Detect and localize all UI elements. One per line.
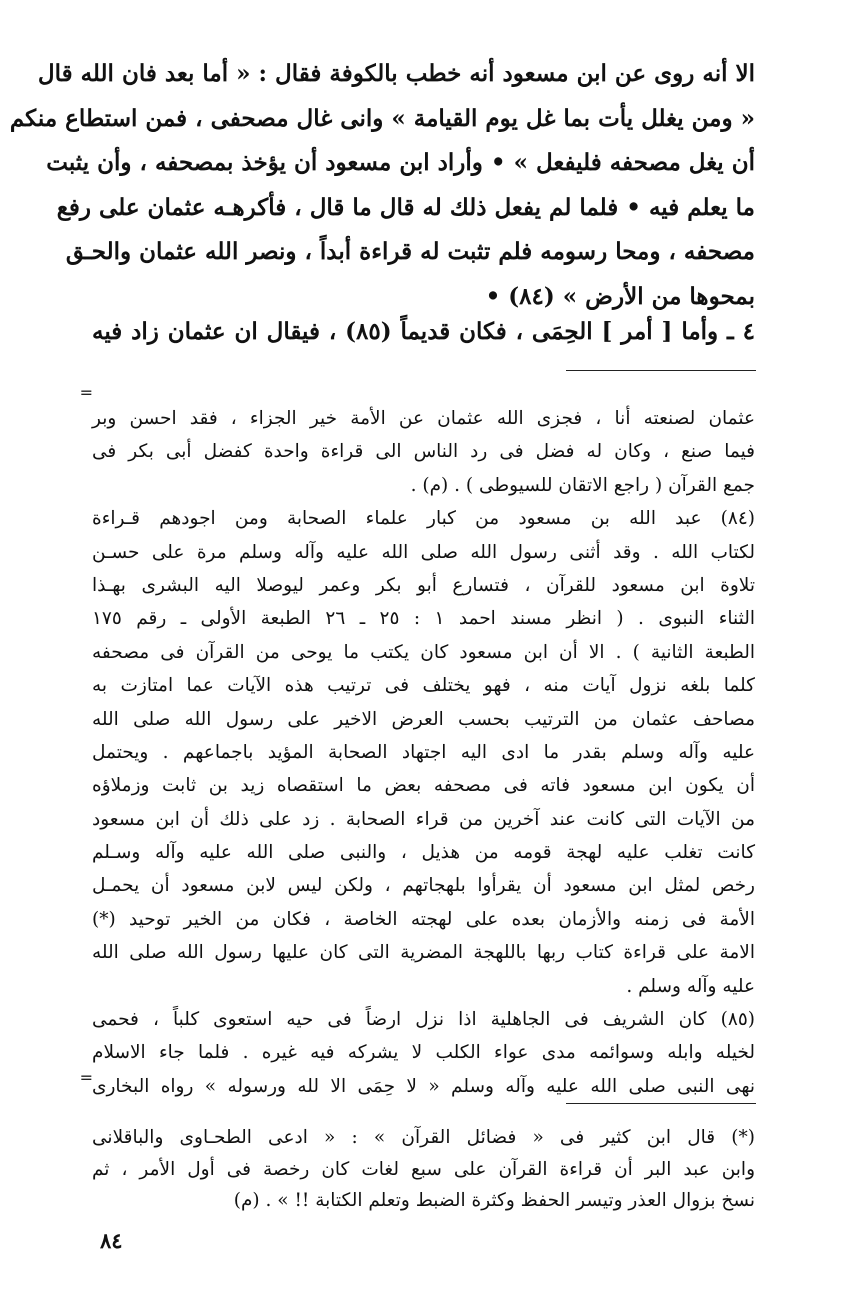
footnote-line: الثناء النبوى . ( انظر مسند احمد ١ : ٢٥ ـ ٢٦ الطبعة الأولى ـ رقم ١٧٥ bbox=[92, 608, 755, 630]
footnote-line: نهى النبى صلى الله عليه وآله وسلم « لا حِمَى الا لله ورسوله » رواه البخارى bbox=[92, 1075, 755, 1097]
footnote-line: (٨٥) كان الشريف فى الجاهلية اذا نزل ارضاً فى حيه استعوى كلباً ، فحمى bbox=[92, 1009, 755, 1031]
main-text-line: بمحوها من الأرض » (٨٤) • bbox=[485, 282, 755, 310]
continuation-mark: = bbox=[79, 383, 93, 402]
footnote-line: تلاوة ابن مسعود للقرآن ، فتسارع أبو بكر وعمر ليوصلا اليه البشرى بهـذا bbox=[92, 574, 755, 596]
star-footnote-line: نسخ بزوال العذر وتيسر الحفظ وكثرة الضبط وتعلم الكتابة !! » . (م) bbox=[233, 1190, 755, 1211]
main-text-line: « ومن يغلل يأت بما غل يوم القيامة » وانى غال مصحفى ، فمن استطاع منكم bbox=[9, 104, 755, 132]
continuation-mark: = bbox=[79, 1068, 93, 1087]
main-text-line: ما يعلم فيه • فلما لم يفعل ذلك له قال ما قال ، فأكرهـه عثمان على رفع bbox=[56, 193, 755, 221]
footnote-line: من الآيات التى كانت عند آخرين من قراء الصحابة . زد على ذلك أن ابن مسعود bbox=[92, 808, 755, 830]
main-text-line: الا أنه روى عن ابن مسعود أنه خطب بالكوفة فقال : « أما بعد فان الله قال bbox=[37, 60, 755, 87]
star-footnote-line: (*) قال ابن كثير فى « فضائل القرآن » : « ادعى الطحـاوى والباقلانى bbox=[92, 1127, 755, 1148]
footnote-line: الطبعة الثانية ) . الا أن ابن مسعود كان يكتب ما يوحى من القرآن فى مصحفه bbox=[92, 641, 755, 663]
footnote-line: عثمان لصنعته أنا ، فجزى الله عثمان عن الأمة خير الجزاء ، فقد احسن وبر bbox=[92, 408, 755, 429]
footnote-line: كلما بلغه نزول آيات منه ، فهو يختلف فى ترتيب هذه الآيات عما امتازت به bbox=[92, 675, 755, 697]
paragraph-4-line: ٤ ـ وأما [ أمر ] الحِمَى ، فكان قديماً (٨٥) ، فيقال ان عثمان زاد فيه bbox=[92, 318, 755, 345]
footnote-line: عليه وآله وسلم . bbox=[626, 975, 755, 997]
footnote-line: الأمة فى زمنه والأزمان بعده على لهجته الخاصة ، فكان من الخير توحيد (*) bbox=[92, 908, 755, 930]
footnote-line: لخيله وابله وسوائمه مدى عواء الكلب لا يشركه فيه غيره . فلما جاء الاسلام bbox=[92, 1042, 755, 1064]
star-footnote-line: وابن عبد البر أن قراءة القرآن على سبع لغات كان رخصة فى أول الأمر ، ثم bbox=[92, 1158, 755, 1180]
footnote-line: عليه وآله وسلم بقدر ما ادى اليه اجتهاد الصحابة المؤيد باجماعهم . ويحتمل bbox=[92, 741, 755, 763]
main-text-line: أن يغل مصحفه فليفعل » • وأراد ابن مسعود أن يؤخذ بمصحفه ، وأن يثبت bbox=[46, 149, 755, 176]
footnote-line: الامة على قراءة كتاب ربها باللهجة المضرية التى كان عليها رسول الله صلى الله bbox=[92, 942, 755, 964]
main-text bbox=[9, 52, 755, 319]
footnote-line: مصاحف عثمان من الترتيب بحسب العرض الاخير على رسول الله صلى الله bbox=[92, 708, 755, 730]
footnote-line: رخص لمثل ابن مسعود أن يقرأوا بلهجاتهم ، ولكن ليس لابن مسعود أن يحمـل bbox=[92, 875, 755, 897]
main-text-line: مصحفه ، ومحا رسومه فلم تثبت له قراءة أبداً ، ونصر الله عثمان والحـق bbox=[65, 238, 755, 265]
paragraph-4 bbox=[92, 310, 755, 354]
footnote-line: جمع القرآن ( راجع الاتقان للسيوطى ) . (م) . bbox=[410, 474, 755, 496]
footnote-line: أن يكون ابن مسعود فاته فى مصحفه بعض ما استقصاه زيد بن ثابت وزملاؤه bbox=[92, 775, 755, 797]
footnote-line: (٨٤) عبد الله بن مسعود من كبار علماء الصحابة ومن اجودهم قـراءة bbox=[92, 508, 755, 530]
footnote-separator bbox=[566, 370, 756, 371]
star-footnote bbox=[92, 1122, 755, 1217]
page-number: ٨٤ bbox=[100, 1228, 123, 1253]
footnote-line: لكتاب الله . وقد أثنى رسول الله صلى الله عليه وآله وسلم مرة على حسـن bbox=[92, 541, 755, 563]
footnotes bbox=[92, 402, 755, 1103]
footnote-line: كانت تغلب عليه لهجة قومه من هذيل ، والنبى صلى الله عليه وآله وسـلم bbox=[92, 842, 755, 864]
footnote-line: فيما صنع ، وكان له فضل فى رد الناس الى قراءة واحدة كفضل أبى بكر فى bbox=[92, 441, 755, 463]
footnote-separator bbox=[566, 1103, 756, 1104]
